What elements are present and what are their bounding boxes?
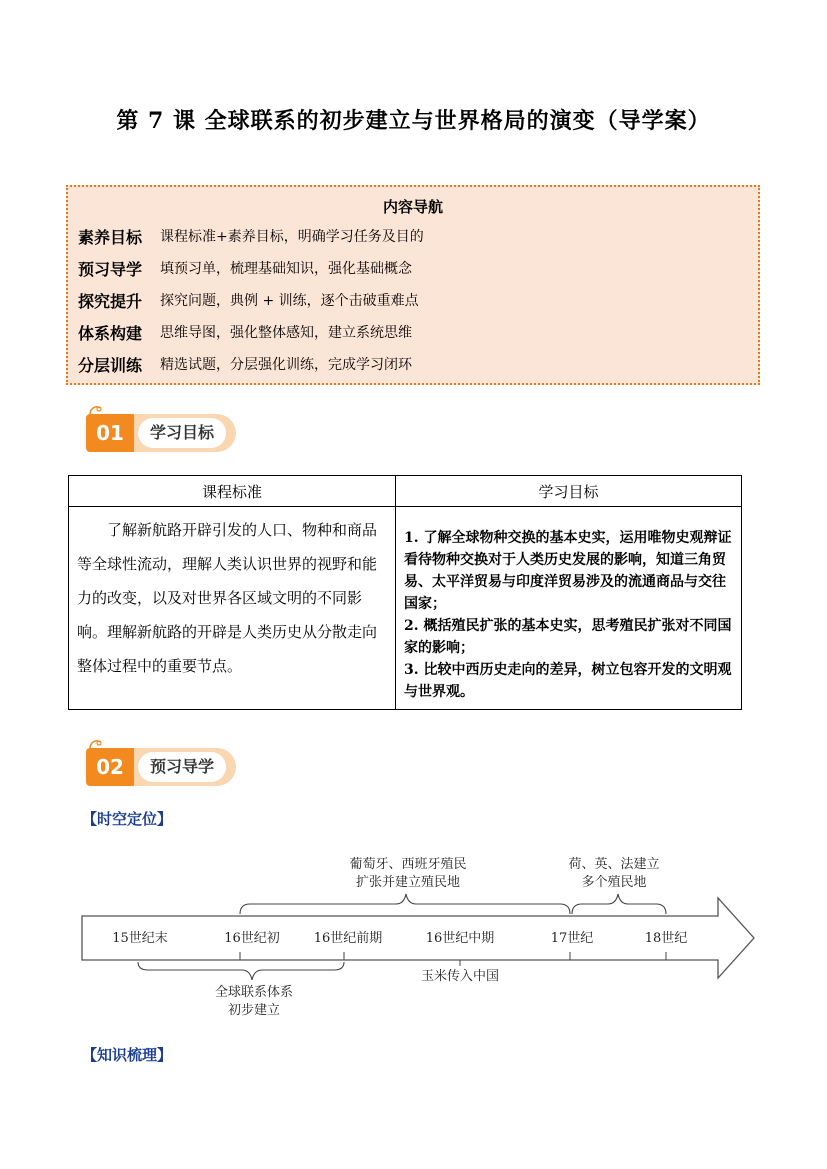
event-label: 葡萄牙、西班牙殖民 (349, 857, 467, 872)
period-brace (138, 962, 344, 980)
nav-value: 思维导图，强化整体感知，建立系统思维 (160, 325, 412, 341)
nav-row (78, 353, 412, 375)
badge-label: 学习目标 (138, 418, 226, 448)
learning-objectives-cell (396, 507, 742, 710)
period-brace (572, 894, 666, 914)
nav-heading: 内容导航 (382, 198, 443, 216)
tick-label: 17世纪 (550, 931, 594, 946)
badge-label-bg (126, 414, 236, 452)
nav-key: 预习导学 (78, 259, 143, 279)
section-badge-preview (86, 740, 242, 786)
objective-item: 1. 了解全球物种交换的基本史实，运用唯物史观辩证看待物种交换对于人类历史发展的影响，知道三角贸易、太平洋贸易与印度洋贸易涉及的流通商品与交往国家； (404, 530, 732, 612)
badge-label: 预习导学 (138, 752, 226, 782)
page-title: 第 7 课 全球联系的初步建立与世界格局的演变（导学案） (116, 108, 711, 134)
curriculum-standard-text: 了解新航路开辟引发的人口、物种和商品等全球性流动，理解人类认识世界的视野和能力的改变，以及对世界各区域文明的不同影响。理解新航路的开辟是人类历史从分散走向整体过程中的重要节点。 (77, 521, 378, 675)
curriculum-standard-cell (69, 507, 396, 710)
content-navigation-box (66, 185, 760, 385)
tick-label: 16世纪初 (224, 931, 280, 946)
period-brace (240, 894, 570, 914)
nav-key: 体系构建 (78, 323, 143, 343)
event-label: 玉米传入中国 (420, 969, 500, 984)
event-label: 多个殖民地 (581, 875, 647, 890)
badge-label-bg (126, 748, 236, 786)
nav-row (78, 225, 424, 247)
objective-item: 2. 概括殖民扩张的基本史实，思考殖民扩张对不同国家的影响； (404, 618, 732, 656)
objective-item: 3. 比较中西历史走向的差异，树立包容开发的文明观与世界观。 (404, 662, 732, 700)
nav-value: 填预习单，梳理基础知识，强化基础概念 (160, 261, 412, 277)
nav-value: 精选试题，分层强化训练，完成学习闭环 (160, 357, 412, 373)
goals-table (68, 475, 742, 710)
nav-value: 探究问题，典例 + 训练，逐个击破重难点 (160, 293, 419, 309)
event-label: 荷、英、法建立 (568, 857, 660, 872)
time-space-tag: 【时空定位】 (82, 810, 173, 828)
tick-label: 16世纪前期 (313, 931, 383, 946)
event-label: 初步建立 (227, 1003, 281, 1018)
badge-number: 02 (86, 748, 134, 786)
nav-row (78, 289, 419, 311)
tick-label: 16世纪中期 (425, 931, 495, 946)
timeline-diagram (78, 852, 758, 1022)
event-label: 全球联系体系 (214, 985, 294, 1000)
nav-key: 素养目标 (78, 227, 143, 247)
badge-number: 01 (86, 414, 134, 452)
nav-key: 分层训练 (78, 355, 143, 375)
tick-label: 18世纪 (644, 931, 688, 946)
table-header: 学习目标 (396, 476, 742, 507)
section-badge-learning-goals (86, 406, 242, 452)
nav-key: 探究提升 (78, 291, 143, 311)
nav-row (78, 321, 412, 343)
nav-row (78, 257, 412, 279)
knowledge-tag: 【知识梳理】 (82, 1046, 173, 1064)
tick-label: 15世纪末 (112, 931, 168, 946)
table-header: 课程标准 (69, 476, 396, 507)
event-label: 扩张并建立殖民地 (355, 875, 461, 890)
nav-value: 课程标准+素养目标，明确学习任务及目的 (160, 229, 424, 245)
